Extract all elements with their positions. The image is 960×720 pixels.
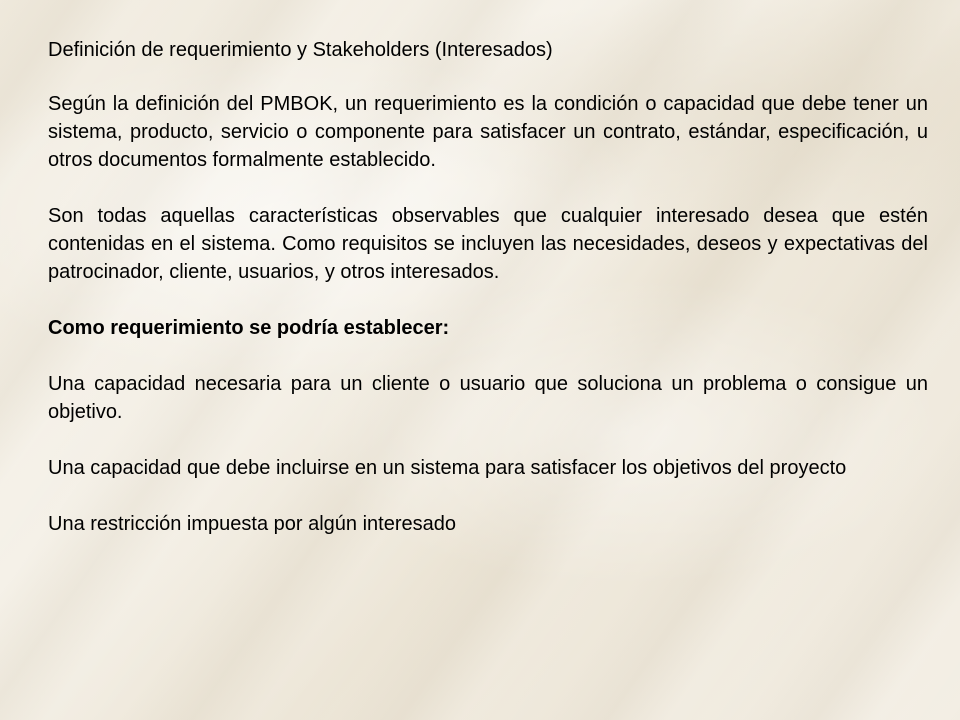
requirement-subheading: Como requerimiento se podría establecer: xyxy=(48,317,450,339)
requirement-item: Una restricción impuesta por algún interesado xyxy=(48,513,456,535)
slide-content xyxy=(48,36,928,696)
characteristics-paragraph: Son todas aquellas características observables que cualquier interesado desea que estén contenidas en el sistema. Como requisitos se incluyen las necesidades, deseos y expectativas del patrocinador, cliente, usuarios, y otros interesados. xyxy=(48,205,928,283)
slide-title: Definición de requerimiento y Stakeholders (Interesados) xyxy=(48,39,553,61)
requirement-item: Una capacidad necesaria para un cliente o usuario que soluciona un problema o consigue un objetivo. xyxy=(48,373,928,423)
definition-paragraph: Según la definición del PMBOK, un requerimiento es la condición o capacidad que debe tener un sistema, producto, servicio o componente para satisfacer un contrato, estándar, especificación, u otros documentos formalmente establecido. xyxy=(48,93,928,171)
requirement-item: Una capacidad que debe incluirse en un sistema para satisfacer los objetivos del proyecto xyxy=(48,457,847,479)
